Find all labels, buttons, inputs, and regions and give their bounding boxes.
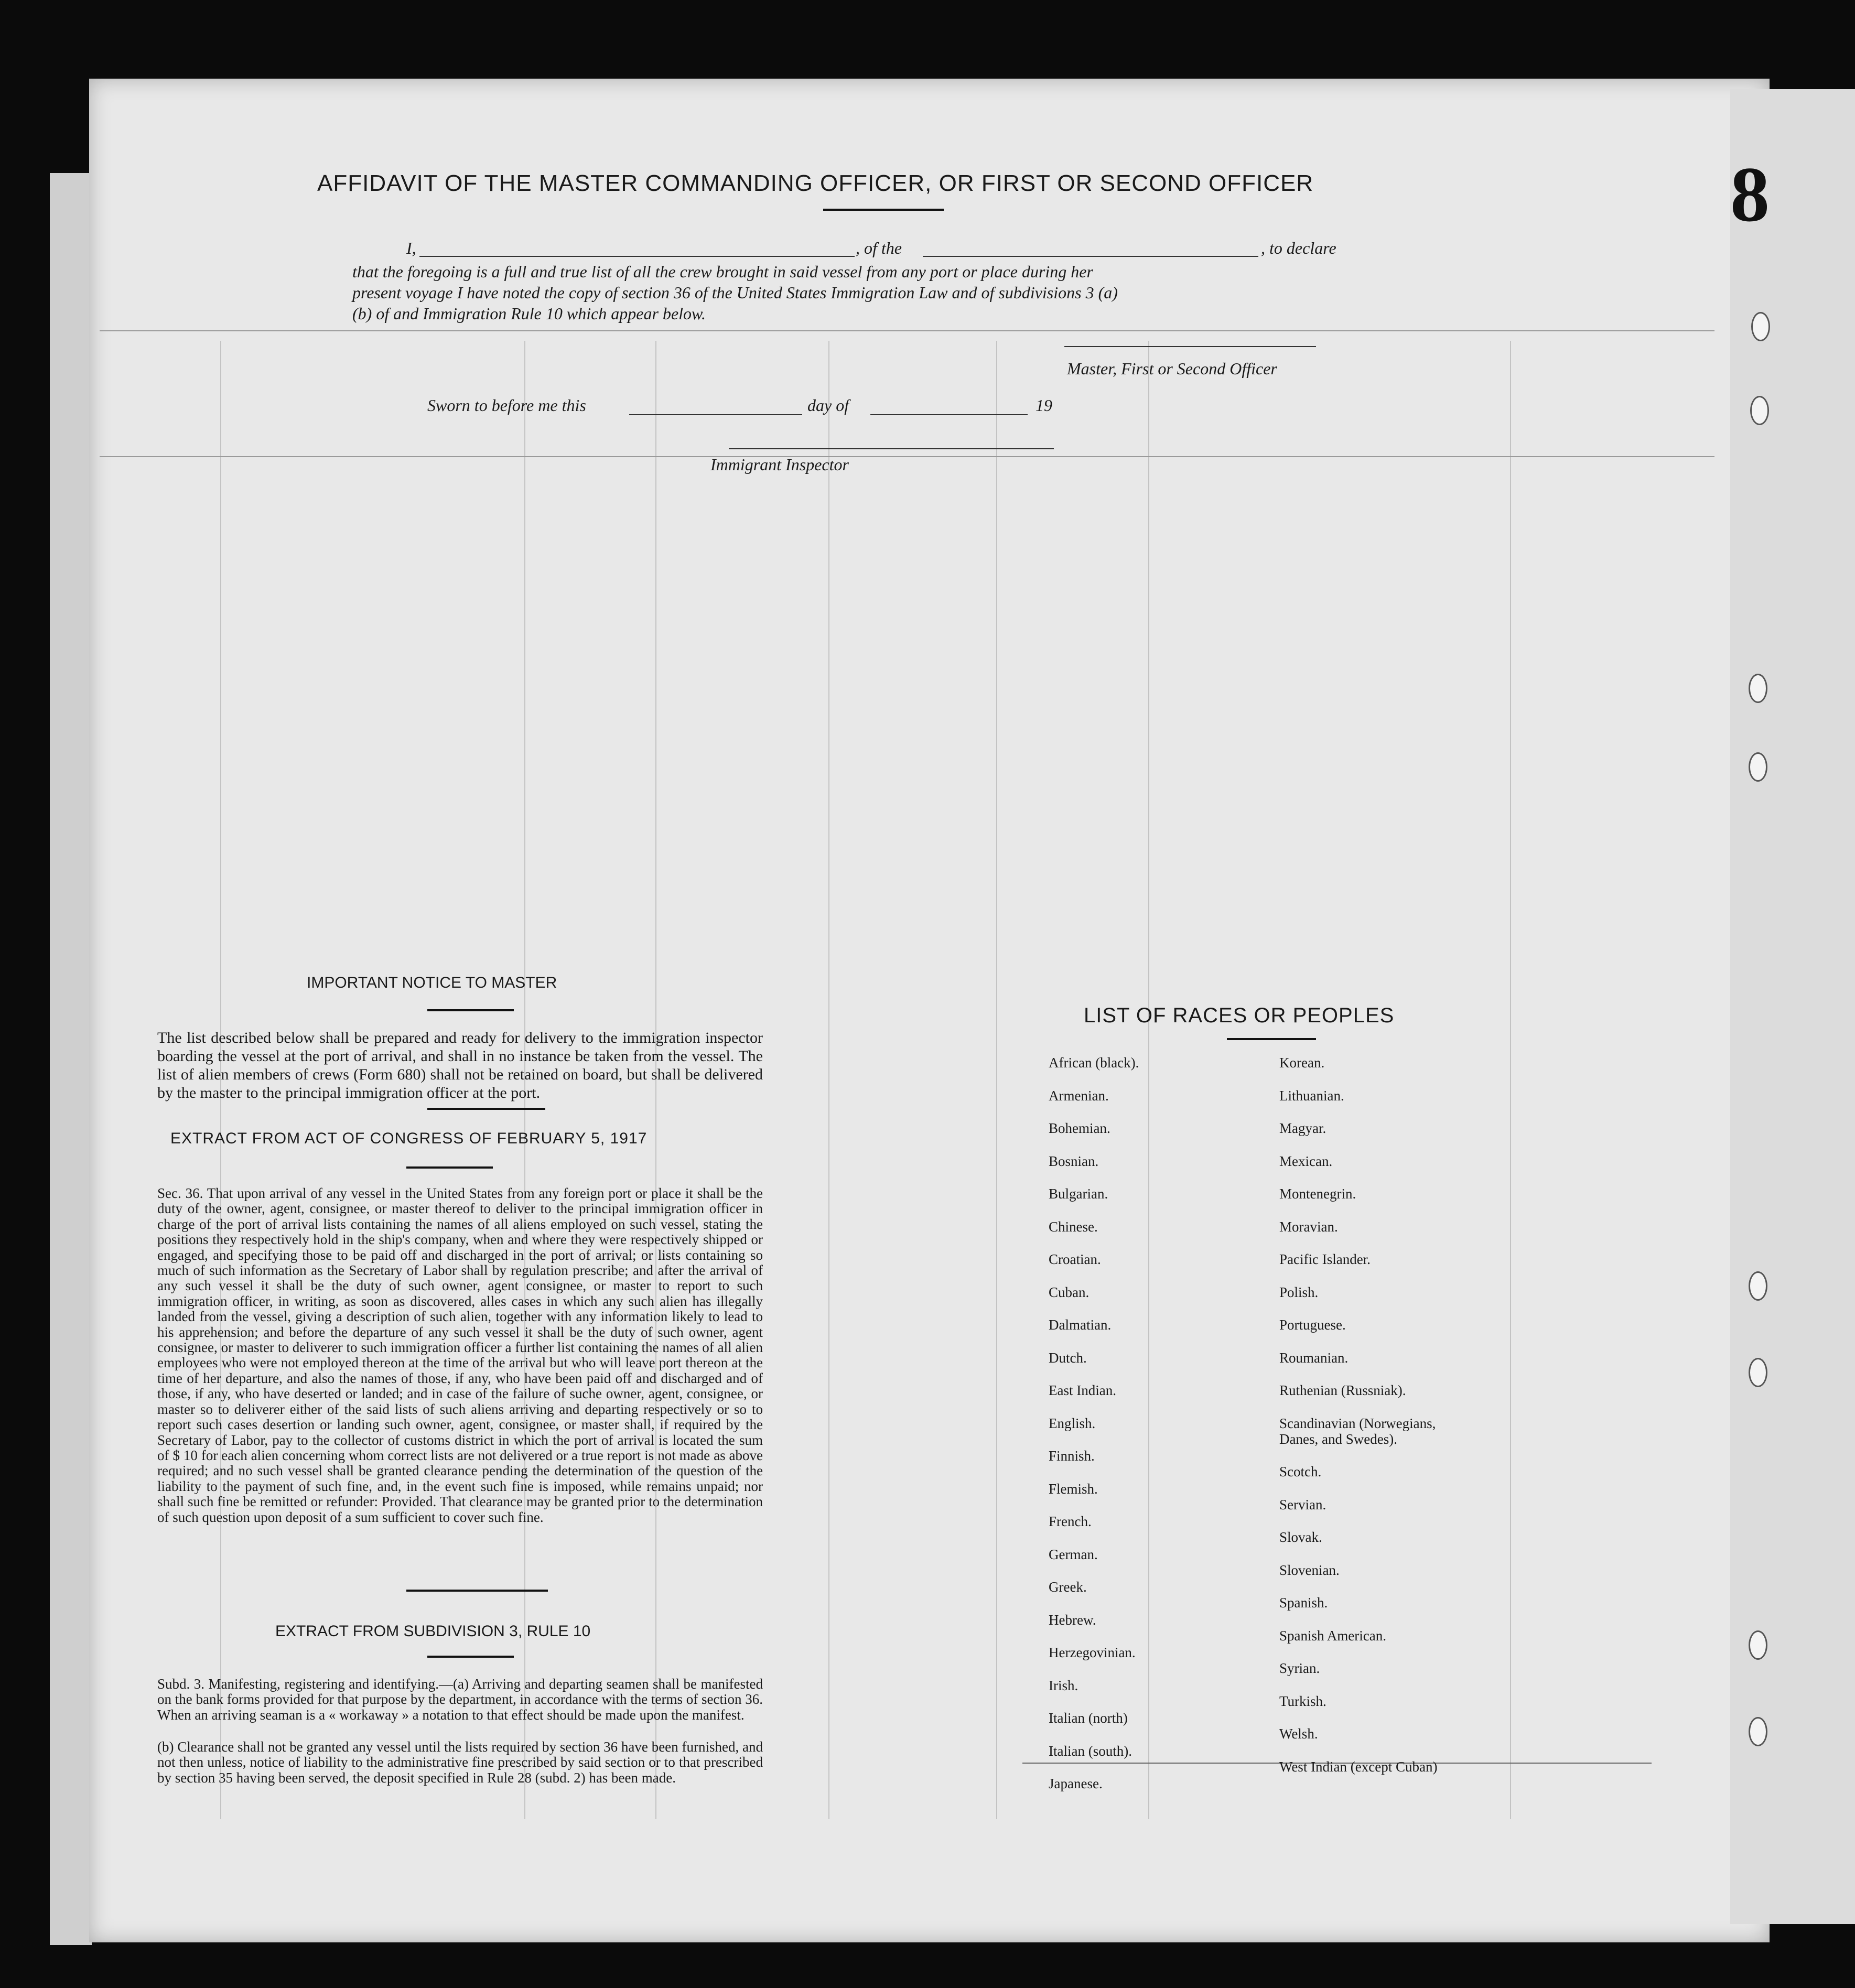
extract-act-text: Sec. 36. That upon arrival of any vessel in the United States from any foreign port or place it shall be the duty of the owner, agent, consignee, or master thereof to deliver to the principal immigration officer in charge of the port of arrival lists containing the names of all aliens employed on such vessel, stating the positions they respectively hold in the ship's company, when and where they were respectively shipped or engaged, and specifying those to be paid off and discharged in the port of arrival; or lists containing so much of such information as the Secretary of Labor shall by regulation prescribe; and after the arrival of any such vessel it shall be the duty of such owner, agent consignee, or master to report to such immigration officer, in writing, as soon as discovered, alles cases in which any such alien has illegally landed from the vessel, giving a description of such alien, together with any information likely to lead to his apprehension; and before the departure of any such vessel it shall be the duty of such owner, agent consignee, or master to deliverer to such immigration officer a further list containing the names of all alien employees who were not employed thereon at the time of the arrival but who will leave port thereon at the time of her departure, and also the names of those, if any, who have been paid off and discharged and of those, if any, who have deserted or landed; and in case of the failure of suche owner, agent, consignee, or master so to deliverer either of the said lists of such aliens arriving and departing respectively or so to report such cases desertion or landing such owner, agent, consignee, or master shall, if required by the Secretary of Labor, pay to the collector of customs district in which the port of arrival is located the sum of $ 10 for each alien concerning whom correct lists are not delivered or a true report is not made as above required; and no such vessel shall be granted clearance pending the determination of the question of the liability to the payment of such fine, and, in the event such fine is imposed, while remains unpaid; nor shall such fine be remitted or refunder: Provided. That clearance may be granted prior to the determination of such question upon deposit of a sum sufficient to cover such fine.: [157, 1185, 763, 1525]
extract-act-underline: [406, 1166, 493, 1169]
race-item: Servian.: [1279, 1496, 1326, 1512]
ghost-column-rule: [996, 341, 997, 1819]
race-item: Japanese.: [1049, 1776, 1103, 1791]
ghost-column-rule: [828, 341, 829, 1819]
race-item: Flemish.: [1049, 1481, 1098, 1497]
binding-hole: [1749, 674, 1767, 703]
race-item: Scandinavian (Norwegians,: [1279, 1415, 1436, 1431]
binding-hole: [1749, 1717, 1767, 1746]
race-item: Pacific Islander.: [1279, 1251, 1371, 1267]
binding-hole: [1749, 1358, 1767, 1387]
race-item: Cuban.: [1049, 1284, 1090, 1300]
name-blank[interactable]: [419, 256, 855, 257]
race-item: Danes, and Swedes).: [1279, 1431, 1397, 1447]
race-item: Moravian.: [1279, 1218, 1338, 1235]
race-item: Spanish.: [1279, 1595, 1328, 1611]
day-of-label: day of: [807, 396, 849, 415]
inspector-signature-line[interactable]: [729, 448, 1054, 449]
page-edge-shadow: [50, 173, 92, 1945]
extract-act-title: EXTRACT FROM ACT OF CONGRESS OF FEBRUARY 5, 1917: [170, 1130, 648, 1147]
affidavit-body-2: present voyage I have noted the copy of section 36 of the United States Immigration Law and of subdivisions 3 (a): [352, 283, 1118, 302]
race-item: Armenian.: [1049, 1087, 1109, 1104]
race-item: Portuguese.: [1279, 1317, 1346, 1333]
sworn-day-blank[interactable]: [629, 414, 802, 415]
race-item: Italian (south).: [1049, 1743, 1132, 1759]
race-item: Syrian.: [1279, 1660, 1320, 1676]
binding-hole: [1749, 752, 1767, 782]
extract-rule-text-a: Subd. 3. Manifesting, registering and identifying.—(a) Arriving and departing seamen shall be manifested on the bank forms provided for that purpose by the department, in accordance with the terms of section 36. When an arriving seaman is a « workaway » a notation to that effect should be made upon the manifest.: [157, 1676, 763, 1723]
race-item: Mexican.: [1279, 1153, 1333, 1169]
race-item: Finnish.: [1049, 1448, 1095, 1464]
affidavit-body-3: (b) of and Immigration Rule 10 which appear below.: [352, 304, 706, 323]
sworn-label: Sworn to before me this: [427, 396, 586, 415]
affidavit-to-declare: , to declare: [1261, 239, 1336, 257]
master-signature-line[interactable]: [1064, 346, 1316, 347]
race-item: English.: [1049, 1415, 1096, 1431]
notice-title: IMPORTANT NOTICE TO MASTER: [307, 974, 557, 991]
race-item: Irish.: [1049, 1677, 1079, 1693]
race-item: Italian (north): [1049, 1710, 1128, 1726]
race-item: Turkish.: [1279, 1693, 1326, 1709]
document-page: [89, 79, 1770, 1942]
affidavit-of-the: , of the: [856, 239, 902, 257]
race-item: Chinese.: [1049, 1218, 1098, 1235]
ghost-header-rule: [100, 330, 1714, 331]
binding-hole: [1749, 1630, 1767, 1660]
extract-rule-underline: [427, 1656, 514, 1658]
sheet-number: 8: [1730, 151, 1770, 238]
race-item: Magyar.: [1279, 1120, 1326, 1136]
race-item: East Indian.: [1049, 1382, 1116, 1398]
race-item: West Indian (except Cuban): [1279, 1758, 1438, 1775]
race-item: Bohemian.: [1049, 1120, 1110, 1136]
race-item: Herzegovinian.: [1049, 1645, 1136, 1660]
races-underline: [1227, 1038, 1316, 1040]
binding-hole: [1751, 312, 1770, 341]
race-item: Slovak.: [1279, 1529, 1322, 1545]
section-divider: [406, 1590, 548, 1592]
race-item: Bosnian.: [1049, 1153, 1099, 1169]
title-underline: [823, 209, 944, 211]
vessel-blank[interactable]: [923, 256, 1258, 257]
extract-rule-text-b: (b) Clearance shall not be granted any vessel until the lists required by section 36 have been furnished, and not then unless, notice of liability to the administrative fine prescribed by said section or to that prescribed by section 35 having been served, the deposit specified in Rule 28 (subd. 2) has been made.: [157, 1739, 763, 1786]
binding-hole: [1750, 396, 1769, 425]
master-signature-label: Master, First or Second Officer: [1067, 359, 1277, 378]
race-item: Lithuanian.: [1279, 1087, 1344, 1104]
binding-hole: [1749, 1271, 1767, 1301]
race-item: German.: [1049, 1546, 1098, 1562]
sworn-month-blank[interactable]: [870, 414, 1028, 415]
ghost-header-rule: [100, 456, 1714, 457]
ghost-column-rule: [1148, 341, 1149, 1819]
extract-rule-title: EXTRACT FROM SUBDIVISION 3, RULE 10: [275, 1623, 591, 1640]
race-item: African (black).: [1049, 1055, 1139, 1071]
races-title: LIST OF RACES OR PEOPLES: [1084, 1004, 1395, 1027]
affidavit-title: AFFIDAVIT OF THE MASTER COMMANDING OFFICER, OR FIRST OR SECOND OFFICER: [317, 170, 1314, 196]
notice-underline: [427, 1009, 514, 1011]
ghost-column-rule: [1510, 341, 1511, 1819]
race-item: Slovenian.: [1279, 1562, 1340, 1578]
race-item: Ruthenian (Russniak).: [1279, 1382, 1406, 1398]
race-item: Dalmatian.: [1049, 1317, 1112, 1333]
affidavit-body-1: that the foregoing is a full and true list of all the crew brought in said vessel from any port or place during her: [352, 262, 1093, 281]
affidavit-line-i: I,: [406, 239, 416, 257]
race-item: French.: [1049, 1514, 1092, 1529]
race-item: Montenegrin.: [1279, 1186, 1356, 1202]
race-item: Spanish American.: [1279, 1627, 1386, 1644]
notice-text: The list described below shall be prepared and ready for delivery to the immigration inspector boarding the vessel at the port of arrival, and shall in no instance be taken from the vessel. The list of alien members of crews (Form 680) shall not be retained on board, but shall be delivered by the master to the principal immigration officer at the port.: [157, 1029, 763, 1101]
race-item: Welsh.: [1279, 1726, 1318, 1742]
section-divider: [427, 1108, 545, 1110]
race-item: Hebrew.: [1049, 1612, 1096, 1628]
year-label: 19: [1036, 396, 1052, 415]
race-item: Greek.: [1049, 1579, 1087, 1595]
race-item: Bulgarian.: [1049, 1186, 1108, 1202]
race-item: Dutch.: [1049, 1349, 1087, 1366]
inspector-label: Immigrant Inspector: [710, 455, 849, 474]
race-item: Korean.: [1279, 1055, 1325, 1071]
race-item: Polish.: [1279, 1284, 1319, 1300]
race-item: Scotch.: [1279, 1464, 1322, 1479]
race-item: Croatian.: [1049, 1251, 1101, 1267]
race-item: Roumanian.: [1279, 1349, 1349, 1366]
